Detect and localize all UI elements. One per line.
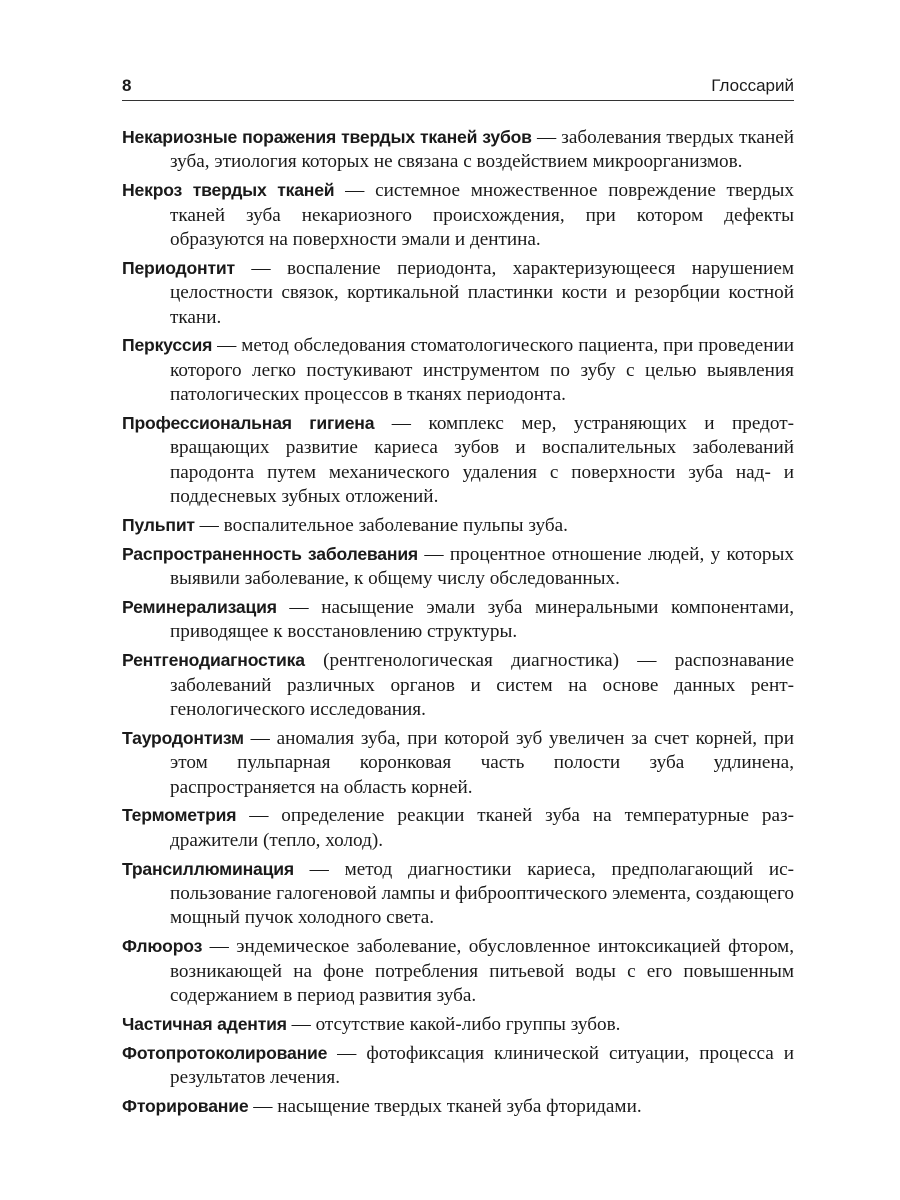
glossary-term: Перкуссия — [122, 335, 213, 356]
glossary-entry: Периодонтит — воспаление периодонта, характеризующееся нарушением целостности связок, кортикальной пластинки кости и резорбции костной ткани. — [122, 257, 794, 328]
glossary-term: Некроз твердых тканей — [122, 180, 335, 201]
glossary-definition: метод обследования стоматологического пациента, при проведении которого легко постукивают инструментом по зубу с целью выявления патологических процессов в тканях периодонта. — [170, 335, 795, 406]
glossary-term: Тауродонтизм — [122, 727, 244, 748]
glossary-definition: заболевания твердых тканей зуба, этиология которых не связана с воздействием микроорганизмов. — [170, 127, 794, 173]
glossary-definition: комплекс мер, устраняющих и предотвращающих развитие кариеса зубов и воспалительных заболеваний пародонта путем механического удаления с поверхности зуба над- и поддесневых зубных отложений. — [170, 413, 795, 508]
glossary-term: Периодонтит — [122, 257, 235, 278]
glossary-entry — [122, 648, 794, 722]
glossary-entry: Частичная адентия — отсутствие какой-либо группы зубов. — [122, 1013, 621, 1035]
glossary-term: Флюороз — [122, 936, 203, 957]
glossary-definition: отсутствие какой-либо группы зубов. — [315, 1013, 621, 1035]
glossary-definition: фотофиксация клинической ситуации, процесса и результатов лечения. — [170, 1042, 795, 1089]
glossary-term: Фотопротоколирование — [122, 1042, 328, 1063]
glossary-term: Фторирование — [122, 1095, 249, 1116]
glossary-definition: метод диагностики кариеса, предполагающий использование галогеновой лампы и фиброоптического элемента, создающего мощный пучок холодного света. — [170, 858, 795, 929]
glossary-entry: Профессиональная гигиена — комплекс мер, устраняющих и предотвращающих развитие кариеса зубов и воспалительных заболеваний пародонта путем механического удаления с поверхности зуба над- и поддесневых зубных отложений. — [122, 413, 795, 508]
glossary-entry: Флюороз — эндемическое заболевание, обусловленное интоксикацией фтором, возникающей на фоне потребления питьевой воды с его повышенным содержанием в период развития зуба. — [122, 936, 794, 1007]
glossary-term: Некариозные поражения твердых тканей зубов — [122, 127, 532, 147]
glossary-term: Распространенность заболевания — [122, 543, 418, 564]
glossary-entry: Тауродонтизм — аномалия зуба, при которой зуб увеличен за счет корней, при этом пульпарная коронковая часть полости зуба удлинена, распространяется на область корней. — [122, 727, 794, 798]
glossary-definition: насыщение твердых тканей зуба фторидами. — [277, 1095, 642, 1117]
glossary-definition: воспаление периодонта, характеризующееся нарушением целостности связок, кортикальной пластинки кости и резорбции костной ткани. — [170, 257, 794, 328]
glossary-entry: Некроз твердых тканей — системное множественное повреждение твердых тканей зуба некариозного происхождения, при котором дефекты образуются на поверхности эмали и дентина. — [122, 180, 794, 251]
glossary-definition: системное множественное повреждение твердых тканей зуба некариозного происхождения, при котором дефекты образуются на поверхности эмали и дентина. — [170, 180, 794, 251]
glossary-list — [122, 125, 794, 1119]
glossary-entry: Реминерализация — насыщение эмали зуба минеральными компонентами, приводящее к восстановлению структуры. — [122, 597, 794, 643]
glossary-term: Реминерализация — [122, 597, 277, 618]
glossary-entry: Некариозные поражения твердых тканей зубов — заболевания твердых тканей зуба, этиология которых не связана с воздействием микроорганизмов. — [122, 127, 794, 173]
glossary-entry: Термометрия — определение реакции тканей зуба на температурные раздражители (тепло, холод). — [122, 805, 794, 851]
glossary-entry: Фторирование — насыщение твердых тканей зуба фторидами. — [122, 1095, 642, 1117]
glossary-definition: определение реакции тканей зуба на температурные раздражители (тепло, холод). — [170, 805, 794, 851]
glossary-term: Термометрия — [122, 805, 237, 826]
glossary-definition: аномалия зуба, при которой зуб увеличен за счет корней, при этом пульпарная коронковая часть полости зуба удлинена, распространяется на область корней. — [170, 727, 794, 798]
glossary-entry: Трансиллюминация — метод диагностики кариеса, предполагающий использование галогеновой лампы и фиброоптического элемента, создающего мощный пучок холодного света. — [122, 858, 795, 929]
glossary-definition: (рентгенологическая диагностика) — распознавание заболеваний различных органов и систем на основе данных рентгенологического исследования. — [170, 650, 794, 721]
section-title: Глоссарий — [711, 76, 794, 95]
glossary-entry: Перкуссия — метод обследования стоматологического пациента, при проведении которого легко постукивают инструментом по зубу с целью выявления патологических процессов в тканях периодонта. — [122, 335, 795, 406]
glossary-term: Рентгенодиагностика — [122, 650, 305, 671]
running-header — [122, 74, 794, 101]
glossary-definition: эндемическое заболевание, обусловленное интоксикацией фтором, возникающей на фоне потребления питьевой воды с его повышенным содержанием в период развития зуба. — [170, 936, 794, 1007]
glossary-definition: воспалительное заболевание пульпы зуба. — [223, 515, 568, 537]
glossary-term: Трансиллюминация — [122, 858, 294, 879]
glossary-definition: процентное отношение людей, у которых выявили заболевание, к общему числу обследованных. — [170, 543, 794, 590]
page-number: 8 — [122, 76, 132, 95]
glossary-term: Профессиональная гигиена — [122, 413, 375, 434]
document-page — [122, 74, 794, 1123]
glossary-entry: Пульпит — воспалительное заболевание пульпы зуба. — [122, 515, 568, 537]
glossary-entry: Распространенность заболевания — процентное отношение людей, у которых выявили заболевание, к общему числу обследованных. — [122, 543, 794, 590]
glossary-term: Частичная адентия — [122, 1013, 287, 1034]
glossary-definition: насыщение эмали зуба минеральными компонентами, приводящее к восстановлению структуры. — [170, 597, 794, 643]
glossary-term: Пульпит — [122, 515, 195, 536]
glossary-entry: Фотопротоколирование — фотофиксация клинической ситуации, процесса и результатов лечения. — [122, 1042, 795, 1089]
